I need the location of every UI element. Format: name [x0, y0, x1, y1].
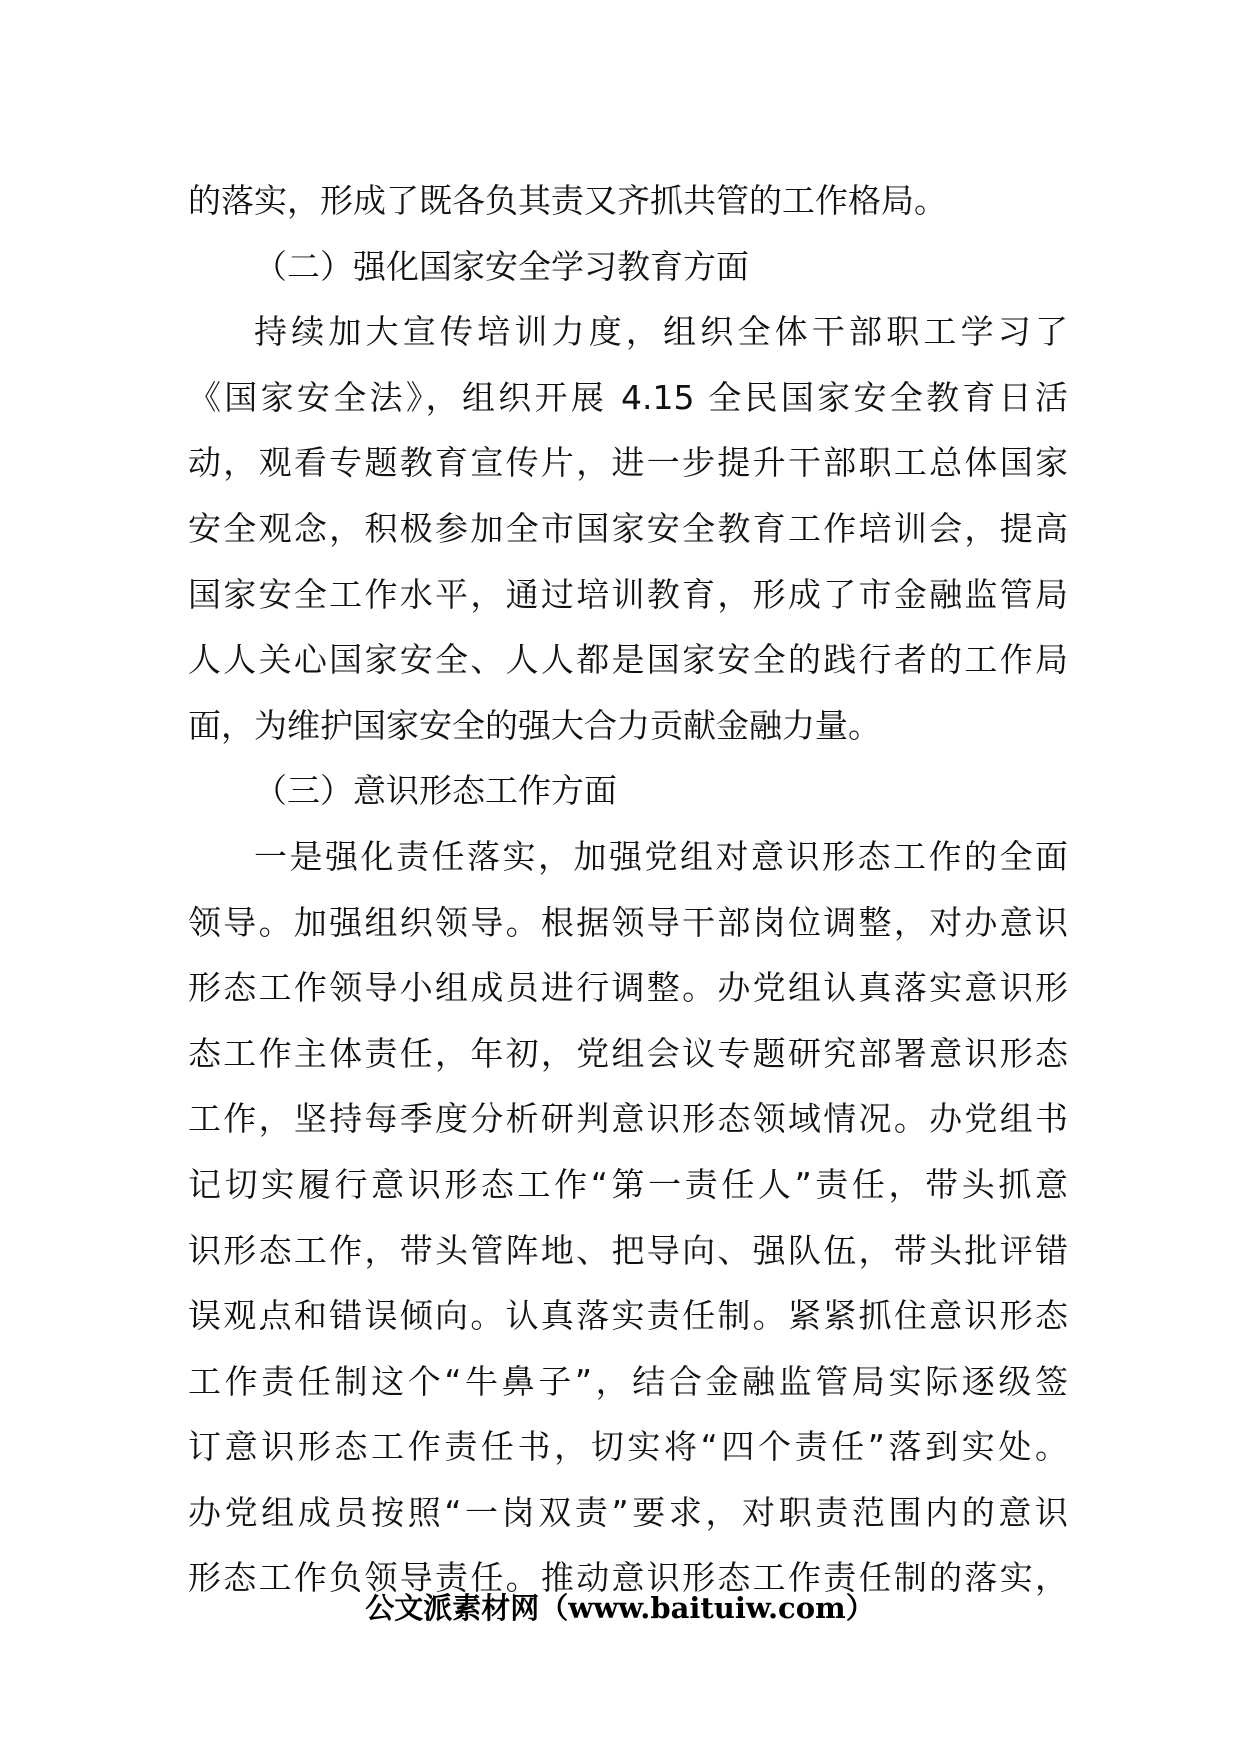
body-line: 动，观看专题教育宣传片，进一步提升干部职工总体国家 — [188, 443, 1068, 483]
body-line: 形态工作领导小组成员进行调整。办党组认真落实意识形 — [188, 968, 1068, 1008]
body-line: 安全观念，积极参加全市国家安全教育工作培训会，提高 — [188, 508, 1068, 548]
body-line: 办党组成员按照“一岗双责”要求，对职责范围内的意识 — [188, 1492, 1068, 1532]
body-line: 订意识形态工作责任书，切实将“四个责任”落到实处。 — [188, 1427, 1068, 1467]
body-line: 误观点和错误倾向。认真落实责任制。紧紧抓住意识形态 — [188, 1296, 1068, 1336]
document-body — [188, 168, 1068, 1611]
body-line: 工作，坚持每季度分析研判意识形态领域情况。办党组书 — [188, 1099, 1068, 1139]
body-line: 人人关心国家安全、人人都是国家安全的践行者的工作局 — [188, 640, 1068, 680]
body-line: 国家安全工作水平，通过培训教育，形成了市金融监管局 — [188, 574, 1068, 614]
body-line: 一是强化责任落实，加强党组对意识形态工作的全面 — [254, 836, 1068, 876]
body-line: 《国家安全法》，组织开展 4.15 全民国家安全教育日活 — [188, 377, 1068, 417]
body-line: 面，为维护国家安全的强大合力贡献金融力量。 — [188, 705, 881, 745]
body-line: 识形态工作，带头管阵地、把导向、强队伍，带头批评错 — [188, 1230, 1068, 1270]
body-line: 的落实，形成了既各负其责又齐抓共管的工作格局。 — [188, 181, 947, 220]
body-line: 持续加大宣传培训力度，组织全体干部职工学习了 — [254, 312, 1068, 352]
body-line: 记切实履行意识形态工作“第一责任人”责任，带头抓意 — [188, 1164, 1068, 1204]
body-line: 领导。加强组织领导。根据领导干部岗位调整，对办意识 — [188, 902, 1068, 942]
footer-watermark-text: 公文派素材网（www.baituiw.com） — [365, 1591, 875, 1625]
body-line: 形态工作负领导责任。推动意识形态工作责任制的落实， — [188, 1558, 1068, 1598]
section-heading: （二）强化国家安全学习教育方面 — [254, 246, 749, 286]
body-line: 工作责任制这个“牛鼻子”，结合金融监管局实际逐级签 — [188, 1361, 1068, 1401]
body-line: 态工作主体责任，年初，党组会议专题研究部署意识形态 — [188, 1033, 1068, 1073]
section-heading: （三）意识形态工作方面 — [254, 771, 617, 811]
